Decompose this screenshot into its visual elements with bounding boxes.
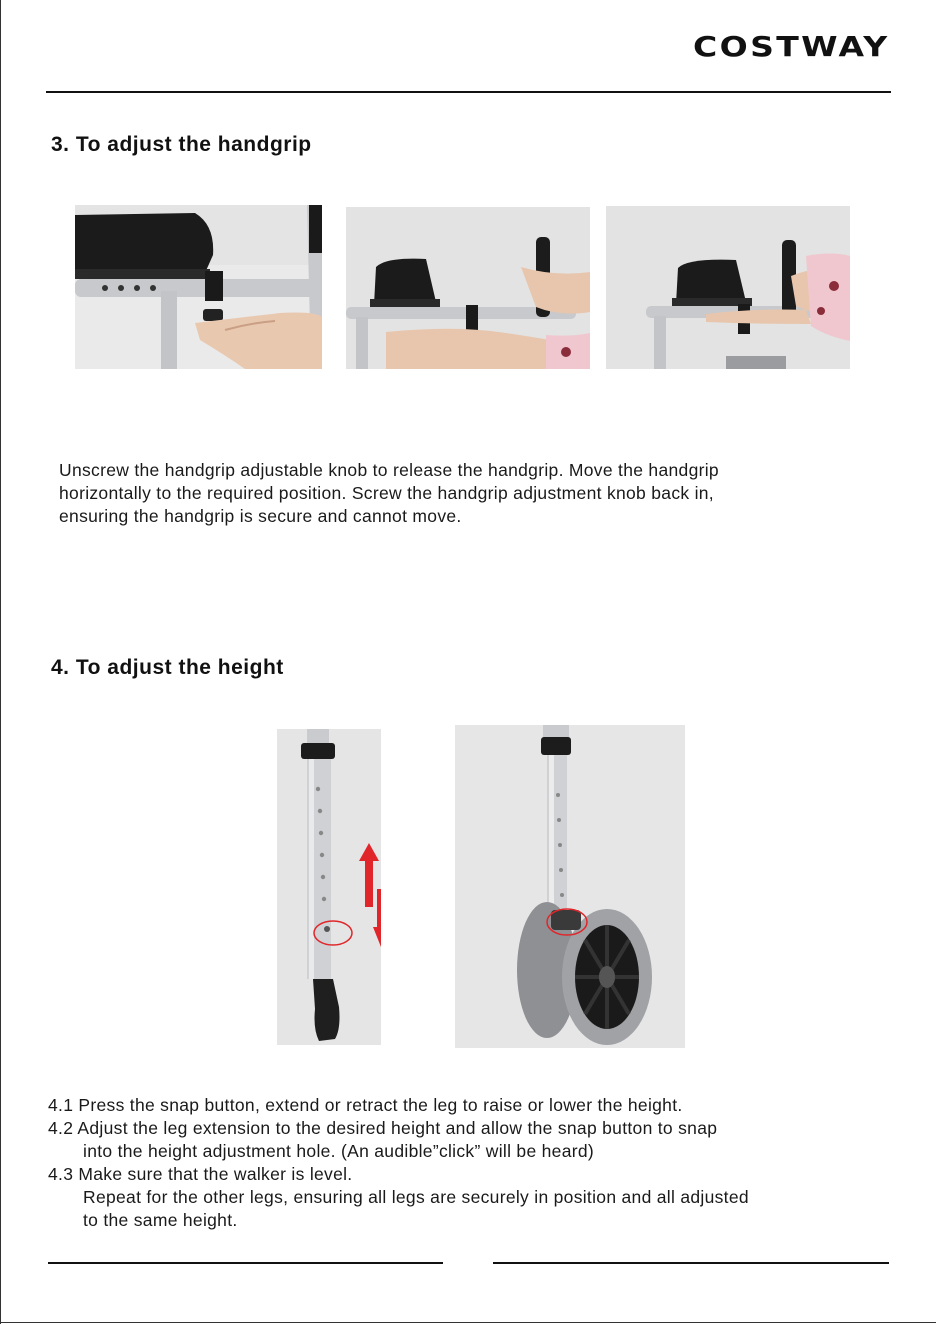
section-3-line-1: Unscrew the handgrip adjustable knob to release the handgrip. Move the handgrip [59, 460, 719, 480]
section-4-line-6: to the same height. [83, 1210, 238, 1230]
handgrip-photo-3 [606, 206, 850, 369]
page-border-bottom [0, 1322, 936, 1323]
footer-rule-right [493, 1262, 889, 1264]
footer-rule-left [48, 1262, 443, 1264]
section-3-line-3: ensuring the handgrip is secure and cannot move. [59, 506, 462, 526]
handgrip-photo-1 [75, 205, 322, 369]
section-3-line-2: horizontally to the required position. Screw the handgrip adjustment knob back in, [59, 483, 714, 503]
header-rule [46, 91, 891, 93]
section-4-line-4: 4.3 Make sure that the walker is level. [48, 1164, 353, 1184]
section-4-instructions [48, 1094, 749, 1232]
page-border [0, 0, 1, 1324]
section-4-line-1: 4.1 Press the snap button, extend or retract the leg to raise or lower the height. [48, 1095, 683, 1115]
wheel-photo [455, 725, 685, 1048]
leg-extension-photo [277, 729, 381, 1045]
section-3-title: 3. To adjust the handgrip [51, 133, 312, 156]
section-4-line-2: 4.2 Adjust the leg extension to the desired height and allow the snap button to snap [48, 1118, 718, 1138]
brand-logo: COSTWAY [693, 30, 890, 63]
section-4-line-5: Repeat for the other legs, ensuring all legs are securely in position and all adjusted [83, 1187, 749, 1207]
section-3-instructions [59, 459, 719, 528]
section-4-line-3: into the height adjustment hole. (An audible”click” will be heard) [83, 1141, 595, 1161]
handgrip-photo-2 [346, 207, 590, 369]
section-4-title: 4. To adjust the height [51, 656, 284, 679]
